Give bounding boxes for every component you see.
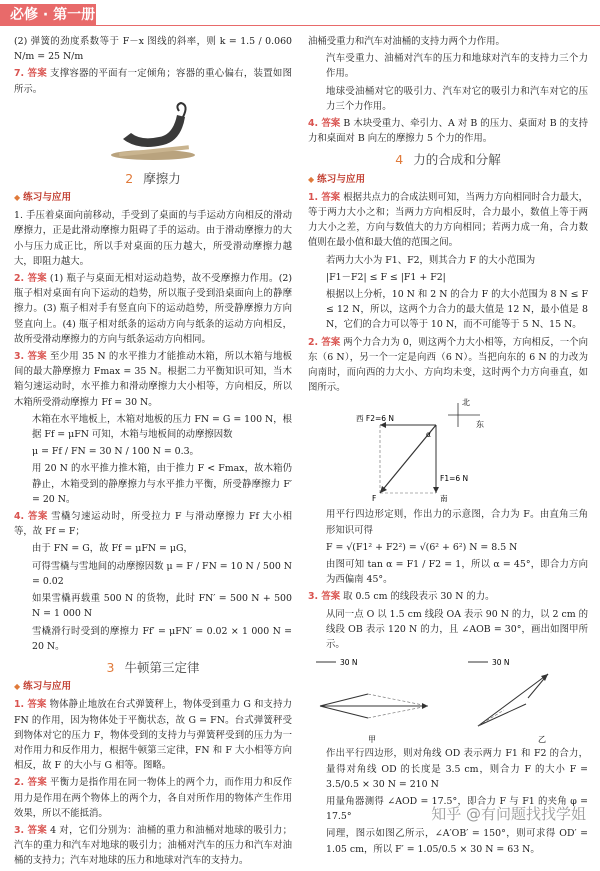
east-label: 东 [476,420,484,430]
force-vector-diagram [308,397,588,507]
spring-constant-text: (2) 弹簧的劲度系数等于 F－x 图线的斜率，则 k = 1.5 / 0.060 N/m = 25 N/m [14,36,292,63]
oil-drum-forces: 油桶受重力和汽车对油桶的支持力两个力作用。 [308,36,505,47]
parallelogram-diagrams [308,654,588,746]
composition-answer-2: 2. 答案 两个力合力为 0，则这两个力大小相等，方向相反，一个向东（6 N），另一个一定是向西（6 N）。当把向东的 6 N 的力改为向南时，而向西的力大小、方向均未变，这时两个力方向垂直，如图所示。 [308,336,588,394]
page-header [0,0,600,28]
friction-answer-4b: 由于 FN = G，故 Ff = μFN = μG， [32,543,193,555]
tilted-container-figure [14,99,292,165]
answer-7: 7. 答案 支撑容器的平面有一定倾角；容器的重心偏右，装置如图所示。 [14,68,292,95]
friction-answer-2: 2. 答案 (1) 瓶子与桌面无相对运动趋势，故不受摩擦力作用。(2) 瓶子相对桌面有向下运动的趋势，所以瓶子受到沿桌面向上的静摩擦力。(3) 瓶子相对手有竖直向下的运动趋势，所受静摩擦力方向竖直向上。(4) 瓶子相对纸条的运动方向与纸条的运动方向相反，故所受滑动摩擦力的方向与纸条运动方向相同。 [14,273,292,345]
newton-answer-1: 1. 答案 物体静止地放在台式弹簧秤上，物体受到重力 G 和支持力 FN 的作用，因为物体处于平衡状态，故 G = FN。台式弹簧秤受到物体对它的压力 F，物体受到的支持力与弹簧秤受到的压力为一对作用力和反作用力，根据牛顿第三定律，FN 和 F 大小相等方向相反，故 F 的大小与 G 相等。图略。 [14,699,292,772]
practice-heading: ◆ 练习与应用 [14,190,292,205]
composition-answer-2b: 用平行四边形定则，作出力的示意图，合力为 F。由直角三角形知识可得 [326,509,588,536]
figure-jia-label: 甲 [368,735,376,745]
friction-answer-4: 4. 答案 雪橇匀速运动时，所受拉力 F 与滑动摩擦力 Ff 大小相等，故 Ff = F； [14,511,292,538]
composition-answer-2c: 由图可知 tan α = F1 / F2 = 1，所以 α = 45°，即合力方向为西偏南 45°。 [326,559,588,586]
earth-forces: 地球受油桶对它的吸引力、汽车对它的吸引力和汽车对它的压力三个力作用。 [326,85,588,112]
south-label: 南 [440,494,448,504]
west-force-label: 西 F2=6 N [356,414,395,424]
figure-yi-label: 乙 [538,735,546,745]
friction-answer-4e: 雪橇滑行时受到的摩擦力 Ff′ = μFN′ = 0.02 × 1 000 N = 20 N。 [32,625,292,652]
composition-answer-3d: 用量角器测得 ∠AOD = 17.5°，即合力 F 与 F1 的夹角 φ = 17.5° [326,795,588,823]
friction-answer-3: 3. 答案 至少用 35 N 的水平推力才能推动木箱，所以木箱与地板间的最大静摩擦力 Fmax = 35 N。根据二力平衡知识可知，当木箱匀速运动时，水平推力和滑动摩擦力大小相等，方向相反，所以木箱所受滑动摩擦力 Ff = 30 N。 [14,351,292,408]
header-rule [96,25,600,26]
resultant-label: F [372,494,377,504]
newton-answer-3: 3. 答案 4 对，它们分别为：油桶的重力和油桶对地球的吸引力；汽车的重力和汽车对地球的吸引力；油桶对汽车的压力和汽车对油桶的支持力；汽车对地球的压力和地球对汽车的支持力。 [14,824,292,867]
right-column [308,34,588,859]
north-label: 北 [462,398,470,408]
scale-label-a: 30 N [340,658,358,668]
composition-answer-1b: 若两力大小为 F1、F2，则其合力 F 的大小范围为 [326,254,536,266]
book-title-tab: 必修 · 第一册 [0,4,96,26]
left-column [14,34,292,871]
friction-answer-1: 1. 手压着桌面向前移动，手受到了桌面的与手运动方向相反的滑动摩擦力，正是此滑动摩擦力阻碍了手的运动。由于滑动摩擦力的大小与压力成正比，所以手对桌面的压力越大，所受滑动摩擦力越大，即阻力越大。 [14,210,292,267]
answer-label: 7. 答案 [14,68,48,80]
friction-answer-4c: 可得雪橇与雪地间的动摩擦因数 μ = F / FN = 10 N / 500 N = 0.02 [32,560,292,587]
composition-answer-3e: 同理，图示如图乙所示，∠A′OB′ = 150°，则可求得 OD′ = 1.05 cm，所以 F′ = 1.05/0.5 × 30 N = 63 N。 [326,828,588,855]
section-3-title: 3 牛顿第三定律 [106,659,200,675]
composition-answer-1: 1. 答案 根据共点力的合成法则可知，当两力方向相同时合力最大，等于两力大小之和；当两力方向相反时，合力最小，数值上等于两力大小之差，方向与数值大的力方向相同；若两力成一角，合力数值则在最小值和最大值的范围之间。 [308,191,588,249]
section-2-title: 2 摩擦力 [125,170,181,186]
container-illustration [93,99,213,163]
zhihu-watermark: 知乎 @有问题找找学姐 [431,805,586,823]
scale-label-b: 30 N [492,658,510,668]
composition-answer-3: 3. 答案 取 0.5 cm 的线段表示 30 N 的力。 [308,591,495,603]
car-forces: 汽车受重力、油桶对汽车的压力和地球对汽车的支持力三个力作用。 [326,53,588,80]
newton-answer-2: 2. 答案 平衡力是指作用在同一物体上的两个力，而作用力和反作用力是作用在两个物体上的两个力，各自对所作用的物体产生作用效果，所以不能抵消。 [14,777,292,819]
pythagoras-formula: F = √(F1² + F2²) = √(6² + 6²) N = 8.5 N [326,541,518,553]
composition-range-formula: |F1－F2| ≤ F ≤ |F1 + F2| [326,271,446,283]
parallelogram-figures [308,654,588,746]
alpha-label: α [426,430,431,440]
composition-answer-3b: 从同一点 O 以 1.5 cm 线段 OA 表示 90 N 的力，以 2 cm 的线段 OB 表示 120 N 的力，且 ∠AOB = 30°，画出如图甲所示。 [326,608,588,651]
force-diagram-west-south [308,397,588,507]
friction-answer-4d: 如果雪橇再载重 500 N 的货物，此时 FN′ = 500 N + 500 N = 1 000 N [32,593,292,620]
south-force-label: F1=6 N [440,474,469,484]
newton-answer-4: 4. 答案 B 木块受重力、牵引力、A 对 B 的压力、桌面对 B 的支持力和桌面对 B 向左的摩擦力 5 个力的作用。 [308,118,588,145]
practice-heading: ◆ 练习与应用 [14,679,292,694]
friction-answer-3b: 木箱在水平地板上，木箱对地板的压力 FN = G = 100 N，根据 Ff = μFN 可知，木箱与地板间的动摩擦因数 [32,413,293,441]
composition-answer-1c: 根据以上分析，10 N 和 2 N 的合力 F 的大小范围为 8 N ≤ F ≤ 12 N，所以，这两个力合力的最大值是 12 N，最小值是 8 N，它们的合力可以等于 10 N，而不可能等于 5 N、15 N。 [326,289,588,331]
practice-heading: ◆ 练习与应用 [308,172,588,187]
section-4-title: 4 力的合成和分解 [395,152,501,168]
friction-answer-3c: 用 20 N 的水平推力推木箱，由于推力 F < Fmax，故木箱仍静止，木箱受到的静摩擦力与水平推力平衡，所受静摩擦力 F′ = 20 N。 [32,463,292,505]
friction-formula-mu: μ = Ff / FN = 30 N / 100 N = 0.3。 [32,446,199,458]
composition-answer-3c: 作出平行四边形，则对角线 OD 表示两力 F1 和 F2 的合力，量得对角线 OD 的长度是 3.5 cm，则合力 F 的大小 F = 3.5/0.5 × 30 N = 210 N [326,748,588,790]
